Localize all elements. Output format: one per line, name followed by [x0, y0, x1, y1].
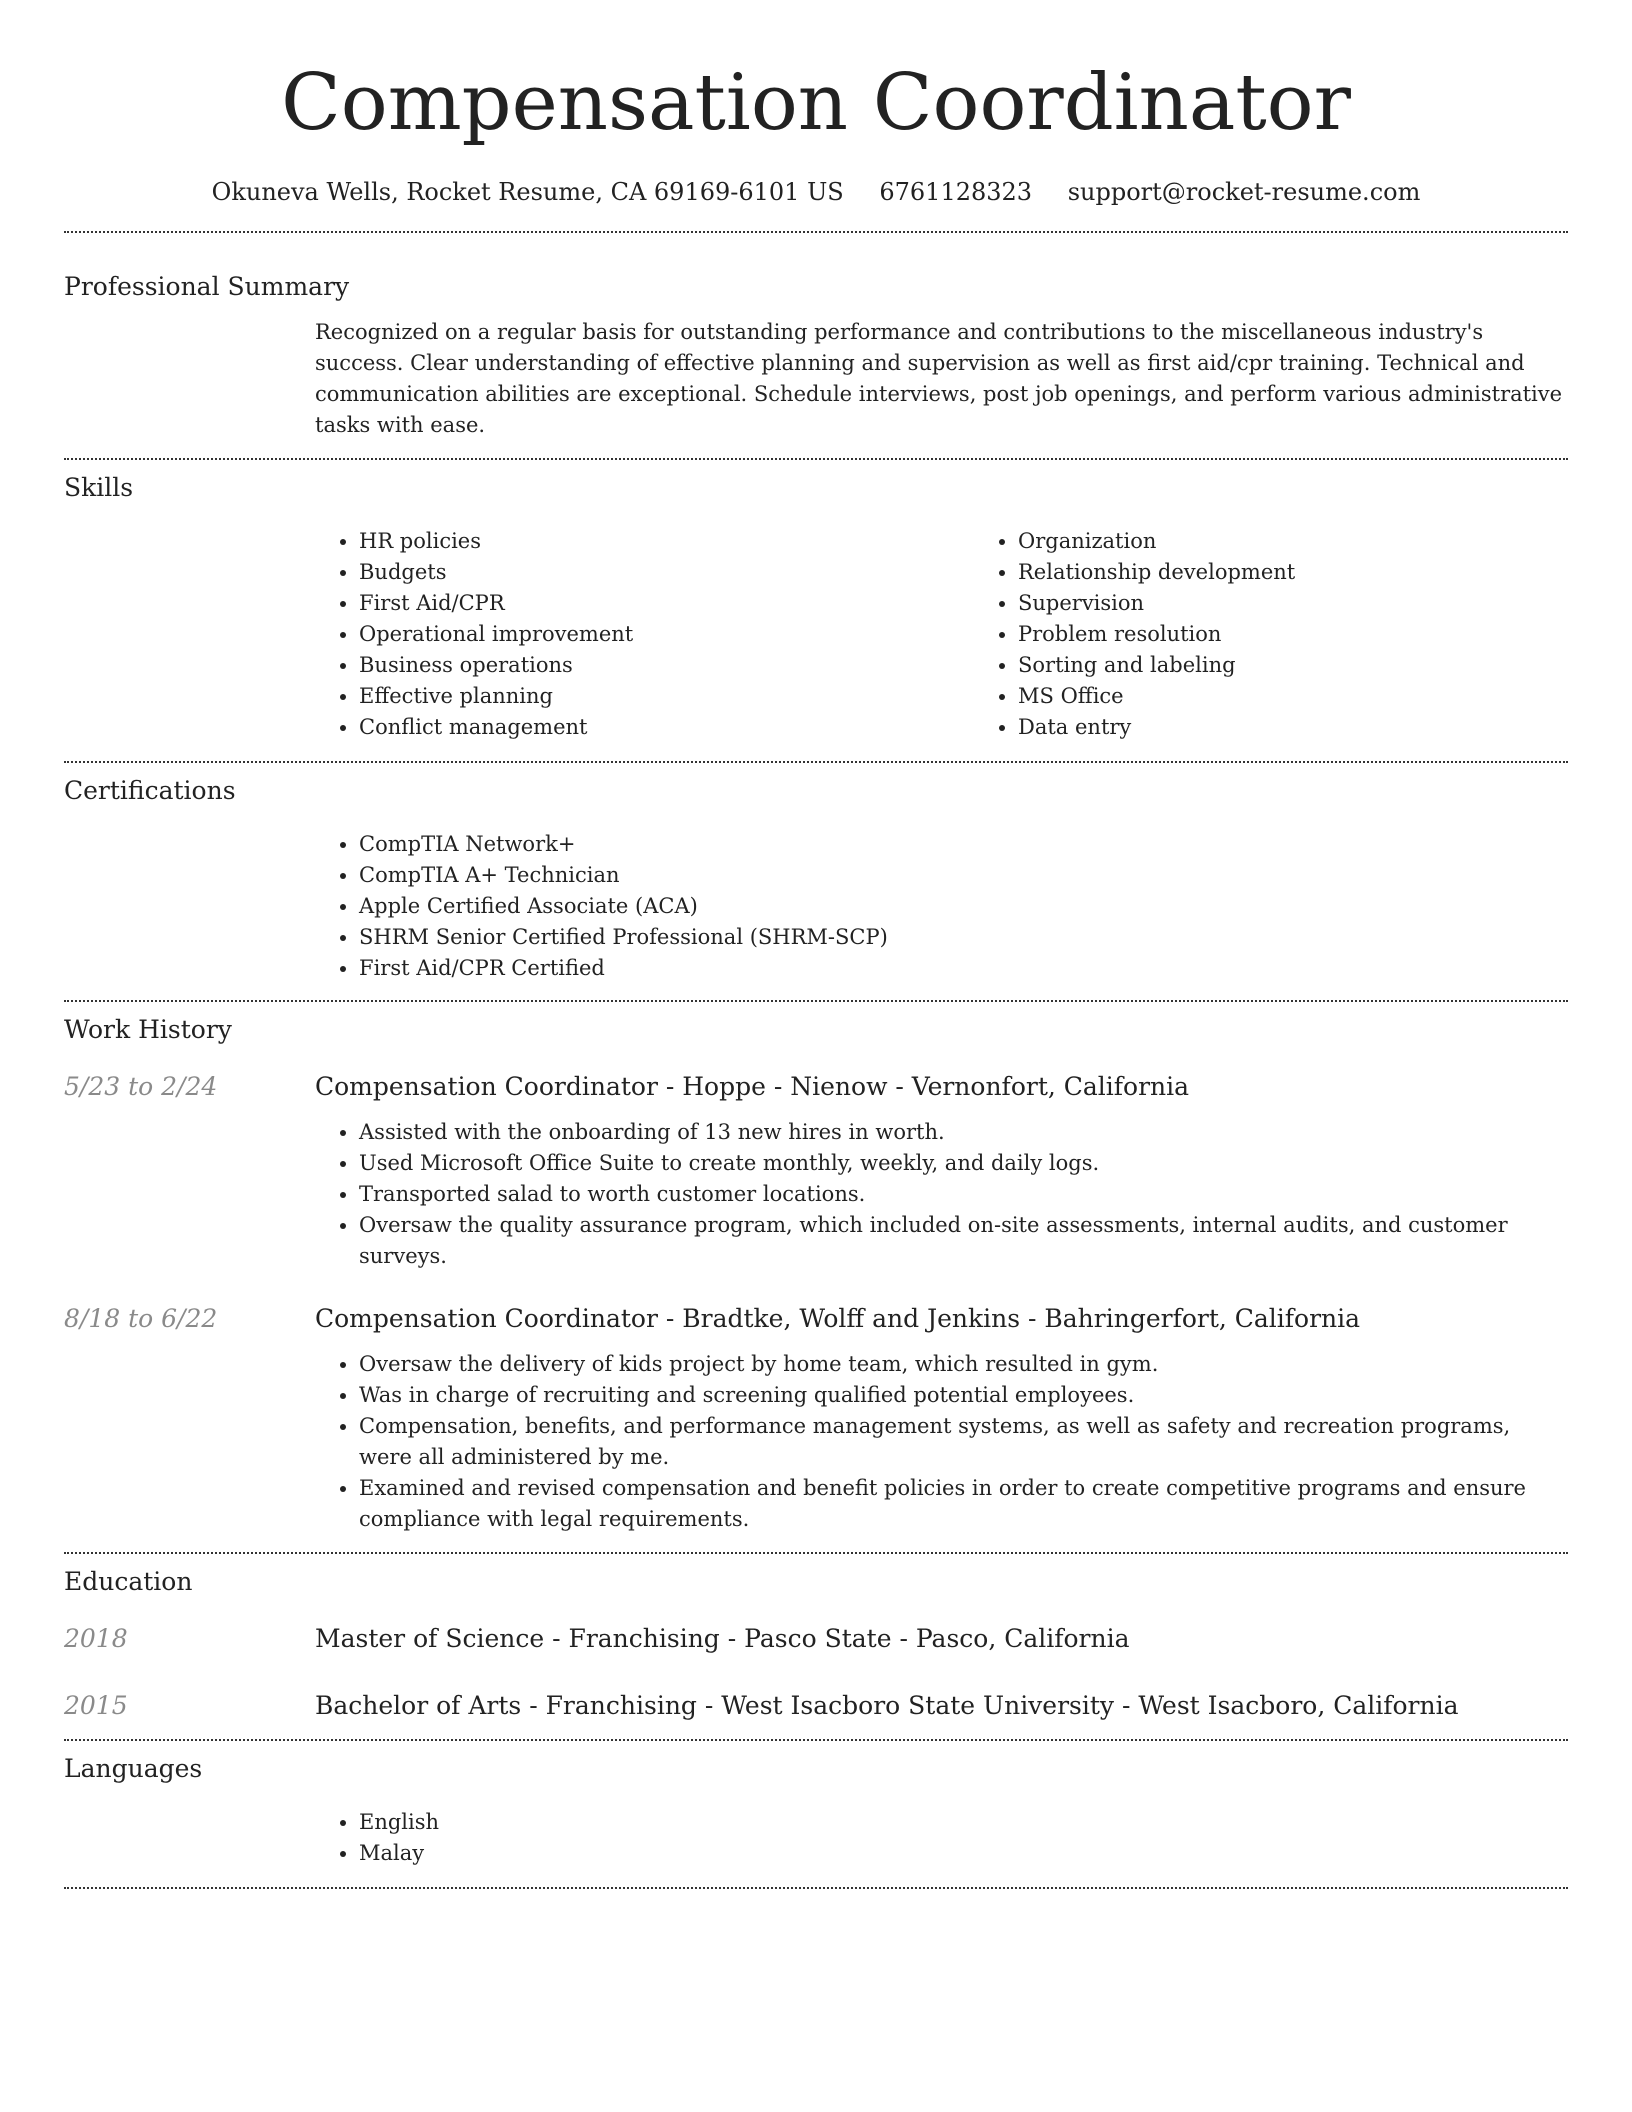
job-heading: Compensation Coordinator - Hoppe - Nienow - Vernonfort, California [315, 1072, 1190, 1101]
section-languages [64, 1741, 1568, 1869]
resume-header [64, 0, 1568, 208]
education-school: West Isacboro State University - West Isacboro, California [721, 1691, 1459, 1720]
education-year: 2018 [64, 1624, 128, 1653]
job-bullet: • Assisted with the onboarding of 13 new hires in worth. [359, 1117, 1568, 1148]
languages-content [315, 1807, 1568, 1869]
job-dates: 5/23 to 2/24 [64, 1072, 218, 1101]
education-entry [64, 1622, 1568, 1656]
education-year: 2015 [64, 1691, 128, 1720]
job-header [64, 1070, 1568, 1104]
skill-item: • Conflict management [359, 712, 974, 743]
education-heading: Bachelor of Arts - Franchising - West Isacboro State University - West Isacboro, California [315, 1691, 1459, 1720]
section-title-education: Education [64, 1567, 193, 1596]
job-bullet: • Oversaw the quality assurance program, which included on-site assessments, internal audits, and customer surveys. [359, 1210, 1568, 1272]
skill-item: • Supervision [1018, 588, 1632, 619]
skill-item: • Operational improvement [359, 619, 974, 650]
summary-text: Recognized on a regular basis for outstanding performance and contributions to the miscellaneous industry's success. Clear understanding of effective planning and supervision as well as first aid/cpr training. Technical and communication abilities are exceptional. Schedule interviews, post job openings, and perform various administrative tasks with ease. [315, 320, 1563, 437]
job-bullet: • Compensation, benefits, and performance management systems, as well as safety and recreation programs, were all administered by me. [359, 1411, 1568, 1473]
skill-item: • Business operations [359, 650, 974, 681]
skill-item: • Organization [1018, 526, 1632, 557]
education-degree: Bachelor of Arts - Franchising [315, 1691, 697, 1720]
job-header [64, 1302, 1568, 1336]
section-title-languages: Languages [64, 1754, 203, 1783]
contact-line [64, 176, 1568, 208]
job-bullet-list [315, 1349, 1568, 1535]
section-certifications [64, 763, 1568, 984]
skill-item: • Data entry [1018, 712, 1632, 743]
education-entry [64, 1689, 1568, 1723]
skill-item: • Relationship development [1018, 557, 1632, 588]
skill-item: • HR policies [359, 526, 974, 557]
job-entry [64, 1302, 1568, 1535]
skills-grid [315, 526, 1568, 743]
contact-phone: 6761128323 [879, 178, 1033, 206]
section-skills [64, 460, 1568, 743]
job-dates: 8/18 to 6/22 [64, 1304, 218, 1333]
skills-list-right [974, 526, 1632, 743]
languages-list [315, 1807, 1568, 1869]
education-heading: Master of Science - Franchising - Pasco State - Pasco, California [315, 1624, 1130, 1653]
education-school: Pasco State - Pasco, California [744, 1624, 1130, 1653]
skill-item: • First Aid/CPR [359, 588, 974, 619]
certification-item: • CompTIA Network+ [359, 829, 1568, 860]
job-bullet: • Used Microsoft Office Suite to create monthly, weekly, and daily logs. [359, 1148, 1568, 1179]
job-bullets [315, 1117, 1568, 1272]
section-title-work-history: Work History [64, 1015, 232, 1044]
certification-item: • SHRM Senior Certified Professional (SHRM-SCP) [359, 922, 1568, 953]
contact-address: Okuneva Wells, Rocket Resume, CA 69169-6101 US [211, 178, 844, 206]
job-bullet: • Was in charge of recruiting and screening qualified potential employees. [359, 1380, 1568, 1411]
job-bullet: • Examined and revised compensation and benefit policies in order to create competitive programs and ensure compliance with legal requirements. [359, 1473, 1568, 1535]
skill-item: • Sorting and labeling [1018, 650, 1632, 681]
section-education [64, 1554, 1568, 1723]
skill-item: • Effective planning [359, 681, 974, 712]
section-summary [64, 233, 1568, 441]
job-bullets [315, 1349, 1568, 1535]
language-item: • Malay [359, 1838, 1568, 1869]
job-bullet: • Transported salad to worth customer locations. [359, 1179, 1568, 1210]
education-degree: Master of Science - Franchising [315, 1624, 720, 1653]
skill-item: • Problem resolution [1018, 619, 1632, 650]
certification-item: • Apple Certified Associate (ACA) [359, 891, 1568, 922]
certifications-content [315, 829, 1568, 984]
job-title: Compensation Coordinator [315, 1304, 658, 1333]
section-title-skills: Skills [64, 473, 134, 502]
job-title: Compensation Coordinator [315, 1072, 658, 1101]
contact-email: support@rocket-resume.com [1067, 178, 1421, 206]
certification-item: • CompTIA A+ Technician [359, 860, 1568, 891]
certification-item: • First Aid/CPR Certified [359, 953, 1568, 984]
skill-item: • MS Office [1018, 681, 1632, 712]
job-company: Hoppe - Nienow - Vernonfort, California [682, 1072, 1190, 1101]
certifications-list [315, 829, 1568, 984]
job-bullet: • Oversaw the delivery of kids project by home team, which resulted in gym. [359, 1349, 1568, 1380]
job-bullet-list [315, 1117, 1568, 1272]
divider [64, 1887, 1568, 1889]
candidate-name: Compensation Coordinator [281, 58, 1351, 148]
summary-content [315, 317, 1568, 441]
section-title-certifications: Certifications [64, 776, 236, 805]
section-title-summary: Professional Summary [64, 272, 350, 301]
section-work-history [64, 1002, 1568, 1535]
job-heading: Compensation Coordinator - Bradtke, Wolff and Jenkins - Bahringerfort, California [315, 1304, 1361, 1333]
job-company: Bradtke, Wolff and Jenkins - Bahringerfort, California [682, 1304, 1361, 1333]
skills-list-left [315, 526, 974, 743]
skill-item: • Budgets [359, 557, 974, 588]
job-entry [64, 1070, 1568, 1272]
language-item: • English [359, 1807, 1568, 1838]
